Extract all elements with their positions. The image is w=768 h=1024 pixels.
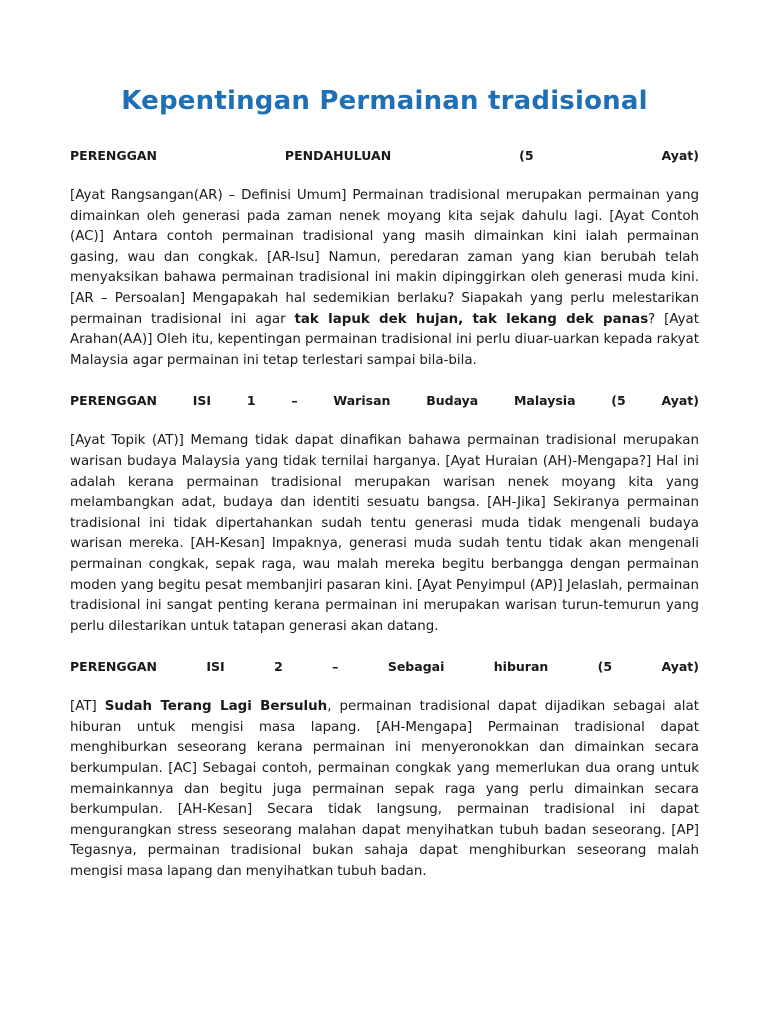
section-paragraph xyxy=(70,697,699,882)
section-isi-2 xyxy=(70,657,699,882)
section-paragraph xyxy=(70,431,699,637)
paragraph-bold-phrase: Sudah Terang Lagi Bersuluh xyxy=(104,699,328,715)
section-pendahuluan xyxy=(70,146,699,371)
paragraph-bold-phrase: tak lapuk dek hujan, tak lekang dek panas xyxy=(294,311,649,327)
document-page xyxy=(70,86,699,903)
paragraph-text: [Ayat Topik (AT)] Memang tidak dapat dinafikan bahawa permainan tradisional merupakan warisan budaya Malaysia yang tidak ternilai harganya. [Ayat Huraian (AH)-Mengapa?] Hal ini adalah kerana permainan tradisional merupakan warisan nenek moyang kita yang melambangkan adat, budaya dan identiti sesuatu bangsa. [AH-Jika] Sekiranya permainan tradisional ini tidak dipertahankan sudah tentu generasi muda tidak mengenali budaya warisan mereka. [AH-Kesan] Impaknya, generasi muda sudah tentu tidak akan mengenali permainan congkak, sepak raga, wau malah mereka begitu berbangga dengan permainan moden yang begitu pesat membanjiri pasaran kini. [Ayat Penyimpul (AP)] Jelaslah, permainan tradisional ini sangat penting kerana permainan ini merupakan warisan turun-temurun yang perlu dilestarikan untuk tatapan generasi akan datang. xyxy=(70,433,699,634)
paragraph-text: [Ayat Rangsangan(AR) – Definisi Umum] Permainan tradisional merupakan permainan yang dimainkan oleh generasi pada zaman nenek moyang kita sejak dahulu lagi. [Ayat Contoh (AC)] Antara contoh permainan tradisional yang masih dimainkan kini ialah permainan gasing, wau dan congkak. [AR-Isu] Namun, peredaran zaman yang kian berubah telah menyaksikan bahawa permainan tradisional ini makin dipinggirkan oleh generasi muda kini. [AR – Persoalan] Mengapakah hal sedemikian berlaku? Siapakah yang perlu melestarikan permainan tradisional ini agar xyxy=(70,188,699,327)
section-heading: PERENGGAN ISI 2 – Sebagai hiburan (5 Ayat) xyxy=(70,659,699,675)
section-heading: PERENGGAN PENDAHULUAN (5 Ayat) xyxy=(70,148,699,163)
section-heading: PERENGGAN ISI 1 – Warisan Budaya Malaysia (5 Ayat) xyxy=(70,393,699,409)
section-isi-1 xyxy=(70,391,699,637)
document-title: Kepentingan Permainan tradisional xyxy=(121,86,648,116)
paragraph-text: , permainan tradisional dapat dijadikan sebagai alat hiburan untuk mengisi masa lapang. [AH-Mengapa] Permainan tradisional dapat menghiburkan seseorang kerana permainan ini menyeronokkan dan dimainkan secara berkumpulan. [AC] Sebagai contoh, permainan congkak yang memerlukan dua orang untuk memainkannya dan begitu juga permainan sepak raga yang perlu dimainkan secara berkumpulan. [AH-Kesan] Secara tidak langsung, permainan tradisional ini dapat mengurangkan stress seseorang malahan dapat menyihatkan tubuh badan seseorang. [AP] Tegasnya, permainan tradisional bukan sahaja dapat menghiburkan seseorang malah mengisi masa lapang dan menyihatkan tubuh badan. xyxy=(70,699,699,880)
paragraph-text: ? [Ayat Arahan(AA)] Oleh itu, kepentingan permainan tradisional ini perlu diuar-uarkan kepada rakyat Malaysia agar permainan ini tetap terlestari sampai bila-bila. xyxy=(70,311,700,368)
section-paragraph xyxy=(70,186,699,371)
paragraph-text: [AT] xyxy=(70,699,105,715)
